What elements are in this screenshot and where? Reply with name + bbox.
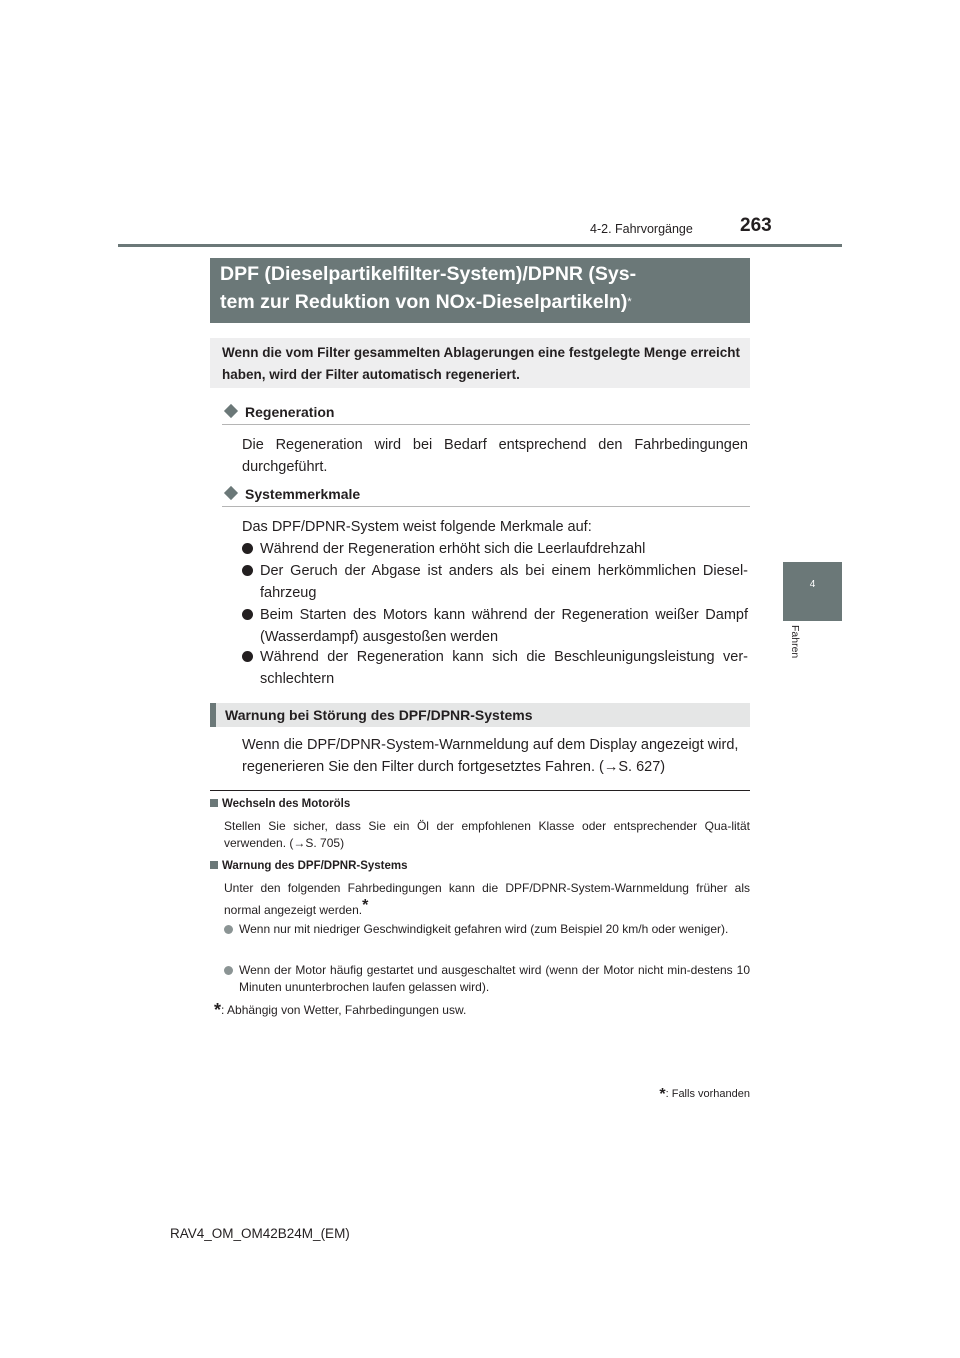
footnote: *: Abhängig von Wetter, Fahrbedingungen usw. [214, 1000, 467, 1020]
note-heading-dpf-warning: Warnung des DPF/DPNR-Systems [210, 860, 408, 872]
chapter-tab-label: Fahren [789, 625, 801, 659]
bullet-icon [224, 966, 233, 975]
diamond-icon [224, 404, 238, 418]
bullet-icon [242, 609, 253, 620]
title-line-1: DPF (Dieselpartikelfilter-System)/DPNR (Sys- [220, 263, 637, 285]
section-heading-warning: Warnung bei Störung des DPF/DPNR-Systems [210, 703, 750, 727]
page-number: 263 [740, 215, 772, 236]
optional-equipment-note: *: Falls vorhanden [659, 1086, 750, 1103]
header-section-title: 4-2. Fahrvorgänge [590, 222, 693, 236]
bullet-icon [242, 651, 253, 662]
regeneration-text: Die Regeneration wird bei Bedarf entsprechend den Fahrbedingungen durchgeführt. [242, 437, 748, 475]
title-line-2: tem zur Reduktion von NOx-Dieselpartikeln) [220, 291, 628, 313]
note-heading-oil: Wechseln des Motoröls [210, 798, 350, 810]
footnote-mark: * [362, 897, 369, 914]
document-code: RAV4_OM_OM42B24M_(EM) [170, 1226, 350, 1241]
list-item: Wenn nur mit niedriger Geschwindigkeit gefahren wird (zum Beispiel 20 km/h oder weniger). [224, 921, 750, 938]
list-item: Der Geruch der Abgase ist anders als bei einem herkömmlichen Diesel-fahrzeug [242, 560, 748, 604]
intro-summary: Wenn die vom Filter gesammelten Ablagerungen eine festgelegte Menge erreicht haben, wird der Filter automatisch regeneriert. [210, 338, 750, 388]
note-dpf-text: Unter den folgenden Fahrbedingungen kann die DPF/DPNR-System-Warnmeldung früher als normal angezeigt werden.* [224, 881, 750, 917]
chapter-tab-number: 4 [809, 579, 816, 590]
header-divider [118, 244, 842, 247]
square-bullet-icon [210, 861, 218, 869]
notes-divider [210, 790, 750, 791]
list-item: Wenn der Motor häufig gestartet und ausgeschaltet wird (wenn der Motor nicht min-destens 10 Minuten ununterbrochen laufen gelassen wird). [224, 962, 750, 996]
square-bullet-icon [210, 799, 218, 807]
diamond-icon [224, 486, 238, 500]
optional-mark: * [659, 1086, 666, 1103]
list-item: Beim Starten des Motors kann während der Regeneration weißer Dampf (Wasserdampf) ausgestoßen werden [242, 604, 748, 648]
chapter-tab[interactable] [783, 562, 842, 621]
subheading-system-features: Systemmerkmale [222, 486, 750, 507]
warning-text: Wenn die DPF/DPNR-System-Warnmeldung auf dem Display angezeigt wird, regenerieren Sie den Filter durch fortgesetztes Fahren. (→S. 627) [242, 737, 739, 775]
title-optional-mark: * [627, 296, 632, 308]
list-item: Während der Regeneration kann sich die Beschleunigungsleistung ver-schlechtern [242, 646, 748, 690]
footnote-mark: * [214, 1000, 222, 1020]
bullet-icon [224, 925, 233, 934]
note-oil-text: Stellen Sie sicher, dass Sie ein Öl der empfohlenen Klasse oder entsprechender Qua-lität verwenden. (→S. 705) [224, 819, 750, 850]
list-item: Während der Regeneration erhöht sich die Leerlaufdrehzahl [242, 538, 748, 560]
features-lead: Das DPF/DPNR-System weist folgende Merkmale auf: [242, 519, 592, 535]
page-title [210, 258, 750, 323]
bullet-icon [242, 543, 253, 554]
bullet-icon [242, 565, 253, 576]
subheading-regeneration: Regeneration [222, 404, 750, 425]
